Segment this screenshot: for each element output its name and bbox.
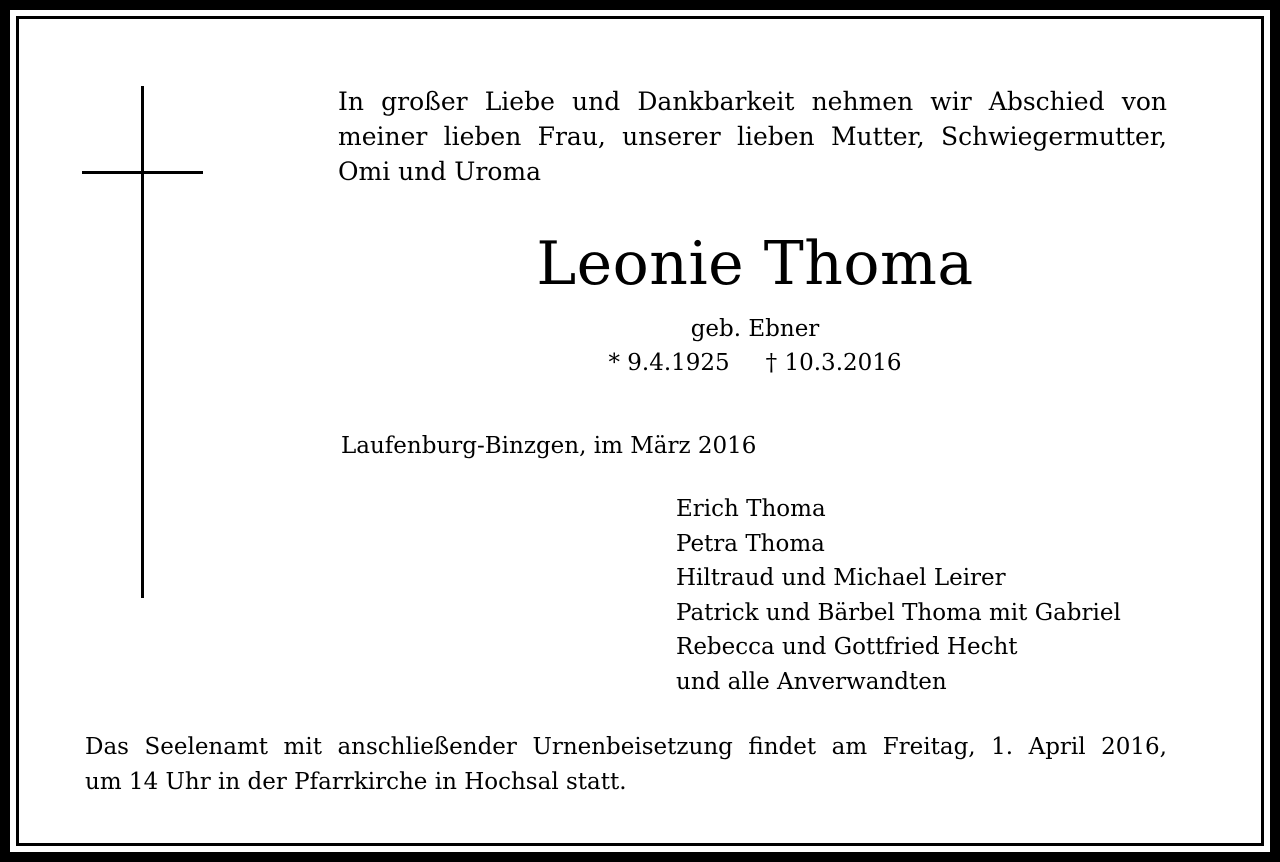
mourner-name: und alle Anverwandten	[676, 668, 947, 695]
cross-horizontal-bar	[82, 171, 203, 174]
mourner-name: Petra Thoma	[676, 530, 825, 557]
maiden-name: geb. Ebner	[690, 316, 820, 342]
service-announcement	[85, 730, 1167, 800]
deceased-name: Leonie Thoma	[536, 229, 974, 299]
service-line: um 14 Uhr in der Pfarrkirche in Hochsal statt.	[85, 769, 627, 795]
intro-line: meiner lieben Frau, unserer lieben Mutter, Schwiegermutter,	[338, 122, 1167, 151]
mourner-name: Rebecca und Gottfried Hecht	[676, 634, 1018, 660]
place-and-date: Laufenburg-Binzgen, im März 2016	[341, 433, 757, 459]
birth-date: * 9.4.1925	[608, 350, 730, 376]
death-date: † 10.3.2016	[765, 350, 902, 376]
mourner-name: Erich Thoma	[676, 496, 826, 522]
mourners-list	[676, 492, 1121, 699]
life-dates	[540, 347, 970, 379]
intro-text	[338, 84, 1167, 189]
cross-vertical-bar	[141, 86, 144, 598]
intro-line: In großer Liebe und Dankbarkeit nehmen wir Abschied von	[338, 87, 1167, 116]
service-line: Das Seelenamt mit anschließender Urnenbeisetzung findet am Freitag, 1. April 2016,	[85, 734, 1167, 760]
mourner-name: Patrick und Bärbel Thoma mit Gabriel	[676, 599, 1121, 626]
intro-line: Omi und Uroma	[338, 157, 541, 186]
mourner-name: Hiltraud und Michael Leirer	[676, 565, 1006, 591]
